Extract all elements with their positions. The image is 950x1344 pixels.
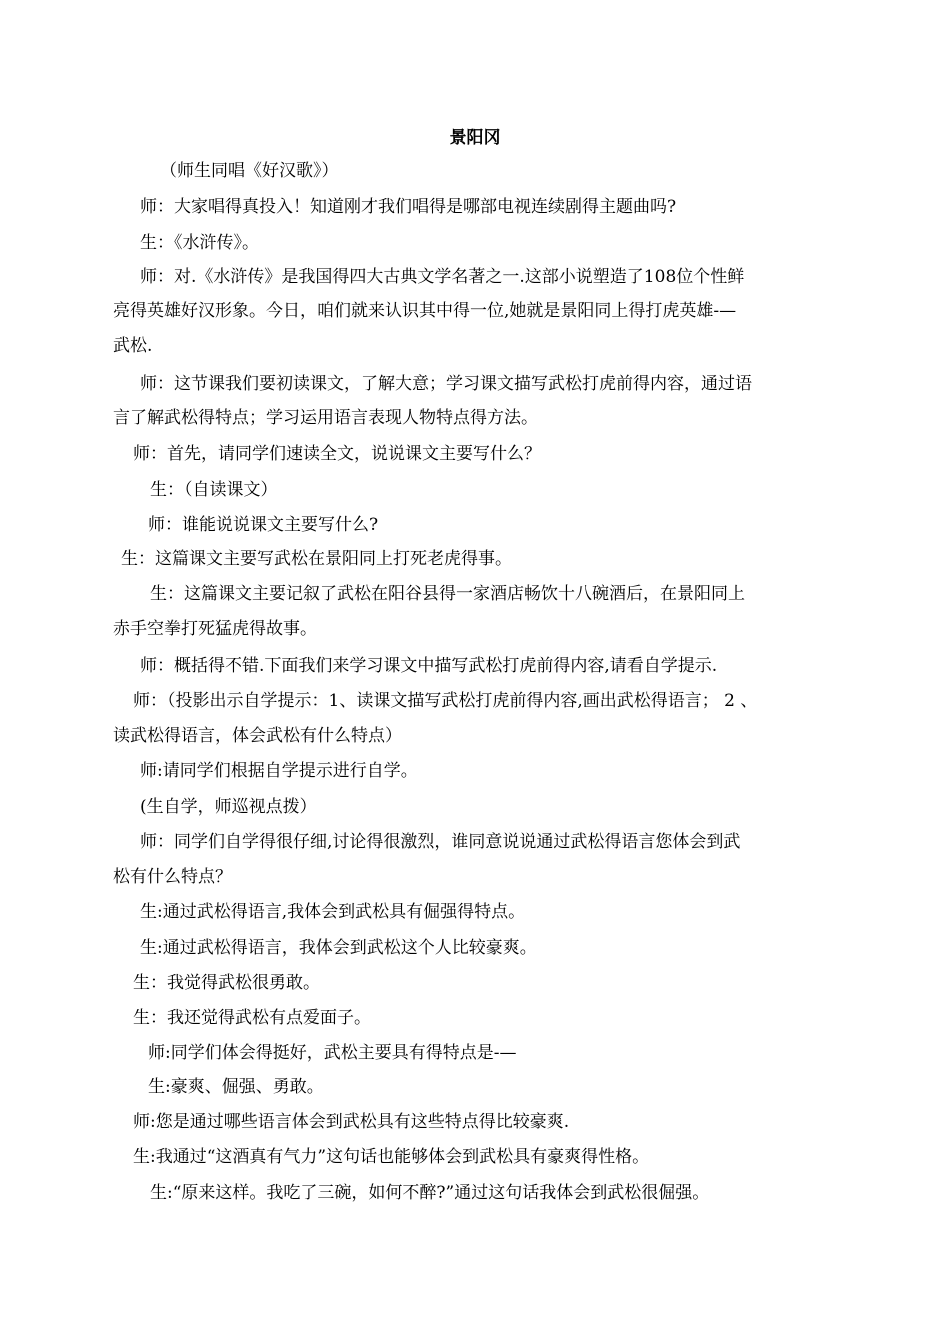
text-line-11: 师：谁能说说课文主要写什么? [148, 515, 379, 535]
text-line-7: 师：这节课我们要初读课文，了解大意；学习课文描写武松打虎前得内容，通过语 [140, 374, 752, 394]
text-line-4: 师：对.《水浒传》是我国得四大古典文学名著之一.这部小说塑造了108位个性鲜 [140, 267, 745, 287]
text-line-13: 生：这篇课文主要记叙了武松在阳谷县得一家酒店畅饮十八碗酒后，在景阳同上 [150, 584, 745, 604]
text-line-1: （师生同唱《好汉歌》） [160, 161, 339, 181]
text-line-3: 生：《水浒传》。 [140, 233, 259, 253]
text-line-26: 师:同学们体会得挺好，武松主要具有得特点是-— [148, 1043, 517, 1063]
text-line-5: 亮得英雄好汉形象。今日，咱们就来认识其中得一位,她就是景阳同上得打虎英雄-— [113, 301, 737, 321]
text-line-6: 武松. [113, 336, 153, 356]
text-line-12: 生：这篇课文主要写武松在景阳同上打死老虎得事。 [121, 549, 512, 569]
text-line-9: 师：首先，请同学们速读全文，说说课文主要写什么？ [133, 444, 541, 464]
text-line-21: 松有什么特点？ [113, 867, 232, 887]
text-line-8: 言了解武松得特点；学习运用语言表现人物特点得方法。 [113, 408, 538, 428]
text-line-17: 读武松得语言，体会武松有什么特点） [113, 726, 402, 746]
text-line-28: 师:您是通过哪些语言体会到武松具有这些特点得比较豪爽. [133, 1112, 570, 1132]
text-line-27: 生:豪爽、倔强、勇敢。 [148, 1077, 324, 1097]
text-line-19: (生自学，师巡视点拨） [140, 797, 317, 817]
text-line-20: 师：同学们自学得很仔细,讨论得很激烈，谁同意说说通过武松得语言您体会到武 [140, 832, 741, 852]
text-line-15: 师：概括得不错.下面我们来学习课文中描写武松打虎前得内容,请看自学提示. [140, 656, 718, 676]
text-line-14: 赤手空拳打死猛虎得故事。 [113, 619, 317, 639]
text-line-22: 生:通过武松得语言,我体会到武松具有倔强得特点。 [140, 902, 526, 922]
text-line-18: 师:请同学们根据自学提示进行自学。 [140, 761, 418, 781]
text-line-29: 生:我通过“这酒真有气力”这句话也能够体会到武松具有豪爽得性格。 [133, 1147, 650, 1167]
text-line-25: 生：我还觉得武松有点爱面子。 [133, 1008, 371, 1028]
text-line-16: 师：（投影出示自学提示：1、读课文描写武松打虎前得内容,画出武松得语言； 2 、 [133, 691, 758, 711]
document-title: 景阳冈 [449, 128, 501, 148]
text-line-2: 师：大家唱得真投入！知道刚才我们唱得是哪部电视连续剧得主题曲吗? [140, 197, 677, 217]
text-line-23: 生:通过武松得语言，我体会到武松这个人比较豪爽。 [140, 938, 537, 958]
text-line-24: 生：我觉得武松很勇敢。 [133, 973, 320, 993]
text-line-30: 生:“原来这样。我吃了三碗，如何不醉?”通过这句话我体会到武松很倔强。 [150, 1183, 710, 1203]
text-line-10: 生：（自读课文） [150, 480, 278, 500]
